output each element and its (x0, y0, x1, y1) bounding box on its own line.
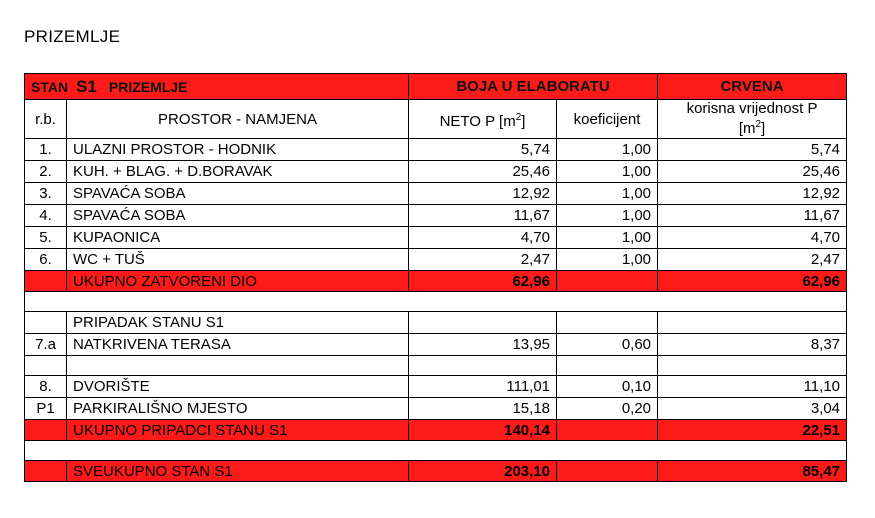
boja-value: CRVENA (658, 74, 847, 100)
total-closed-rb (25, 271, 67, 292)
row-korisna: 3,04 (658, 398, 847, 420)
korisna-sup: 2 (755, 119, 762, 130)
row-koef: 0,60 (557, 334, 658, 356)
row-neto: 13,95 (409, 334, 557, 356)
table-row (25, 183, 847, 205)
row-rb: 5. (25, 227, 67, 249)
pripadak-header-row (25, 312, 847, 334)
korisna-line1: korisna vrijednost P (686, 100, 818, 117)
page-heading: PRIZEMLJE (24, 27, 121, 46)
col-header-neto (409, 100, 557, 139)
neto-sup: 2 (515, 111, 522, 123)
spacer-row (25, 292, 847, 312)
total-closed-row (25, 271, 847, 292)
row-koef: 0,20 (557, 398, 658, 420)
row-name: PARKIRALIŠNO MJESTO (67, 398, 409, 420)
total-closed-korisna: 62,96 (658, 271, 847, 292)
row-name: SPAVAĆA SOBA (67, 183, 409, 205)
korisna-suffix: ] (761, 120, 766, 137)
row-koef: 1,00 (557, 227, 658, 249)
row-name: KUPAONICA (67, 227, 409, 249)
apartment-level: PRIZEMLJE (108, 78, 188, 95)
row-neto: 11,67 (409, 205, 557, 227)
grand-total-koef (557, 461, 658, 482)
grand-total-rb (25, 461, 67, 482)
spacer-cell (557, 356, 658, 376)
row-korisna: 11,10 (658, 376, 847, 398)
row-korisna: 8,37 (658, 334, 847, 356)
row-rb: 3. (25, 183, 67, 205)
korisna-prefix: [m (738, 120, 756, 137)
row-rb: 1. (25, 139, 67, 161)
row-koef: 1,00 (557, 205, 658, 227)
col-header-koef: koeficijent (557, 100, 658, 139)
neto-prefix: NETO P [m (439, 112, 516, 130)
total-pripadak-rb (25, 420, 67, 441)
apartment-area-table (24, 73, 847, 482)
row-koef: 1,00 (557, 161, 658, 183)
row-korisna: 12,92 (658, 183, 847, 205)
apartment-stan-label: STAN (31, 78, 69, 95)
table-row (25, 205, 847, 227)
total-pripadak-row (25, 420, 847, 441)
row-koef: 1,00 (557, 183, 658, 205)
total-closed-neto: 62,96 (409, 271, 557, 292)
row-name: DVORIŠTE (67, 376, 409, 398)
row-korisna: 5,74 (658, 139, 847, 161)
row-neto: 5,74 (409, 139, 557, 161)
col-header-korisna (658, 100, 847, 139)
table-row (25, 161, 847, 183)
spacer-row (25, 441, 847, 461)
table-row (25, 376, 847, 398)
table-row (25, 398, 847, 420)
grand-total-row (25, 461, 847, 482)
title-row (25, 74, 847, 100)
apartment-title-cell (25, 74, 409, 100)
pripadak-header-koef (557, 312, 658, 334)
total-closed-label: UKUPNO ZATVORENI DIO (67, 271, 409, 292)
row-koef: 1,00 (557, 139, 658, 161)
spacer-cell (658, 356, 847, 376)
spacer-cell (25, 356, 67, 376)
col-header-prostor: PROSTOR - NAMJENA (67, 100, 409, 139)
total-pripadak-label: UKUPNO PRIPADCI STANU S1 (67, 420, 409, 441)
row-name: KUH. + BLAG. + D.BORAVAK (67, 161, 409, 183)
row-koef: 1,00 (557, 249, 658, 271)
row-rb: 7.a (25, 334, 67, 356)
row-neto: 15,18 (409, 398, 557, 420)
row-name: ULAZNI PROSTOR - HODNIK (67, 139, 409, 161)
grand-total-label: SVEUKUPNO STAN S1 (67, 461, 409, 482)
spacer-cell (25, 292, 847, 312)
row-rb: 4. (25, 205, 67, 227)
spacer-cell (409, 356, 557, 376)
row-name: NATKRIVENA TERASA (67, 334, 409, 356)
column-header-row (25, 100, 847, 139)
grand-total-korisna: 85,47 (658, 461, 847, 482)
row-korisna: 4,70 (658, 227, 847, 249)
row-koef: 0,10 (557, 376, 658, 398)
table-row (25, 334, 847, 356)
apartment-id: S1 (76, 76, 97, 96)
table-row (25, 139, 847, 161)
pripadak-header-korisna (658, 312, 847, 334)
row-neto: 25,46 (409, 161, 557, 183)
pripadak-header-rb (25, 312, 67, 334)
total-closed-koef (557, 271, 658, 292)
row-korisna: 2,47 (658, 249, 847, 271)
row-rb: 6. (25, 249, 67, 271)
table-row (25, 227, 847, 249)
row-neto: 111,01 (409, 376, 557, 398)
boja-label: BOJA U ELABORATU (409, 74, 658, 100)
total-pripadak-koef (557, 420, 658, 441)
spacer-row (25, 356, 847, 376)
row-name: WC + TUŠ (67, 249, 409, 271)
grand-total-neto: 203,10 (409, 461, 557, 482)
row-rb: P1 (25, 398, 67, 420)
col-header-rb: r.b. (25, 100, 67, 139)
row-korisna: 25,46 (658, 161, 847, 183)
pripadak-header-neto (409, 312, 557, 334)
row-rb: 8. (25, 376, 67, 398)
row-neto: 2,47 (409, 249, 557, 271)
total-pripadak-neto: 140,14 (409, 420, 557, 441)
spacer-cell (25, 441, 847, 461)
total-pripadak-korisna: 22,51 (658, 420, 847, 441)
spacer-cell (67, 356, 409, 376)
row-name: SPAVAĆA SOBA (67, 205, 409, 227)
row-rb: 2. (25, 161, 67, 183)
row-korisna: 11,67 (658, 205, 847, 227)
table-row (25, 249, 847, 271)
pripadak-header-label: PRIPADAK STANU S1 (67, 312, 409, 334)
row-neto: 12,92 (409, 183, 557, 205)
neto-suffix: ] (521, 112, 526, 130)
row-neto: 4,70 (409, 227, 557, 249)
